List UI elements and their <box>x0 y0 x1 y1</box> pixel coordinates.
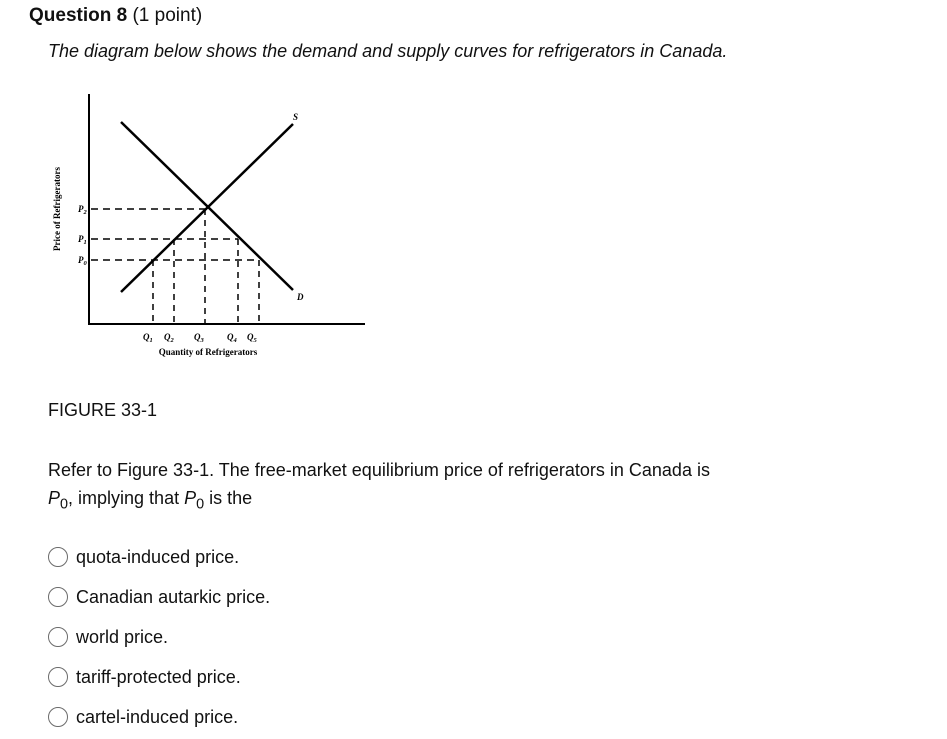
option-world-price[interactable] <box>48 617 270 657</box>
question-points: (1 point) <box>132 5 203 26</box>
q3-label: $Q_3$ <box>194 332 204 344</box>
p0-label: $P_0$ <box>78 255 87 267</box>
question-text-middle: , implying that <box>68 488 180 508</box>
q4-label: $Q_4$ <box>227 332 237 344</box>
option-cartel-induced[interactable] <box>48 697 270 737</box>
option-label: cartel-induced price. <box>76 706 239 727</box>
radio-button[interactable] <box>48 627 68 647</box>
option-quota-induced[interactable] <box>48 537 270 577</box>
p0-symbol: $P_0$ <box>48 488 69 513</box>
question-body <box>48 456 908 519</box>
q5-label: $Q_5$ <box>247 332 257 344</box>
option-canadian-autarkic[interactable] <box>48 577 270 617</box>
option-label: tariff-protected price. <box>76 666 241 687</box>
figure-caption: FIGURE 33-1 <box>48 400 158 420</box>
radio-button[interactable] <box>48 707 68 727</box>
supply-curve <box>121 124 293 292</box>
p2-label: $P_2$ <box>78 204 87 216</box>
radio-button[interactable] <box>48 547 68 567</box>
question-intro: The diagram below shows the demand and supply curves for refrigerators in Canada. <box>48 41 728 61</box>
supply-demand-diagram <box>48 88 378 368</box>
q1-label: $Q_1$ <box>143 332 153 344</box>
option-tariff-protected[interactable] <box>48 657 270 697</box>
question-header <box>29 4 202 28</box>
supply-label: S <box>293 112 299 122</box>
demand-label: D <box>297 292 304 302</box>
p1-label: $P_1$ <box>78 234 87 246</box>
question-title: Question 8 <box>29 5 128 26</box>
option-label: Canadian autarkic price. <box>76 586 271 607</box>
radio-button[interactable] <box>48 587 68 607</box>
option-label: world price. <box>76 626 169 647</box>
y-axis-label: Price of Refrigerators <box>52 167 62 251</box>
radio-button[interactable] <box>48 667 68 687</box>
answer-options <box>48 537 270 737</box>
demand-curve <box>121 122 293 290</box>
p0-symbol-2: $P_0$ <box>184 488 205 513</box>
question-text-before: Refer to Figure 33-1. The free-market equilibrium price of refrigerators in Canada is <box>48 460 710 480</box>
q2-label: $Q_2$ <box>164 332 174 344</box>
option-label: quota-induced price. <box>76 546 240 567</box>
supply-demand-figure <box>48 88 378 368</box>
question-text-after: is the <box>209 488 253 508</box>
x-axis-label: Quantity of Refrigerators <box>158 347 258 357</box>
